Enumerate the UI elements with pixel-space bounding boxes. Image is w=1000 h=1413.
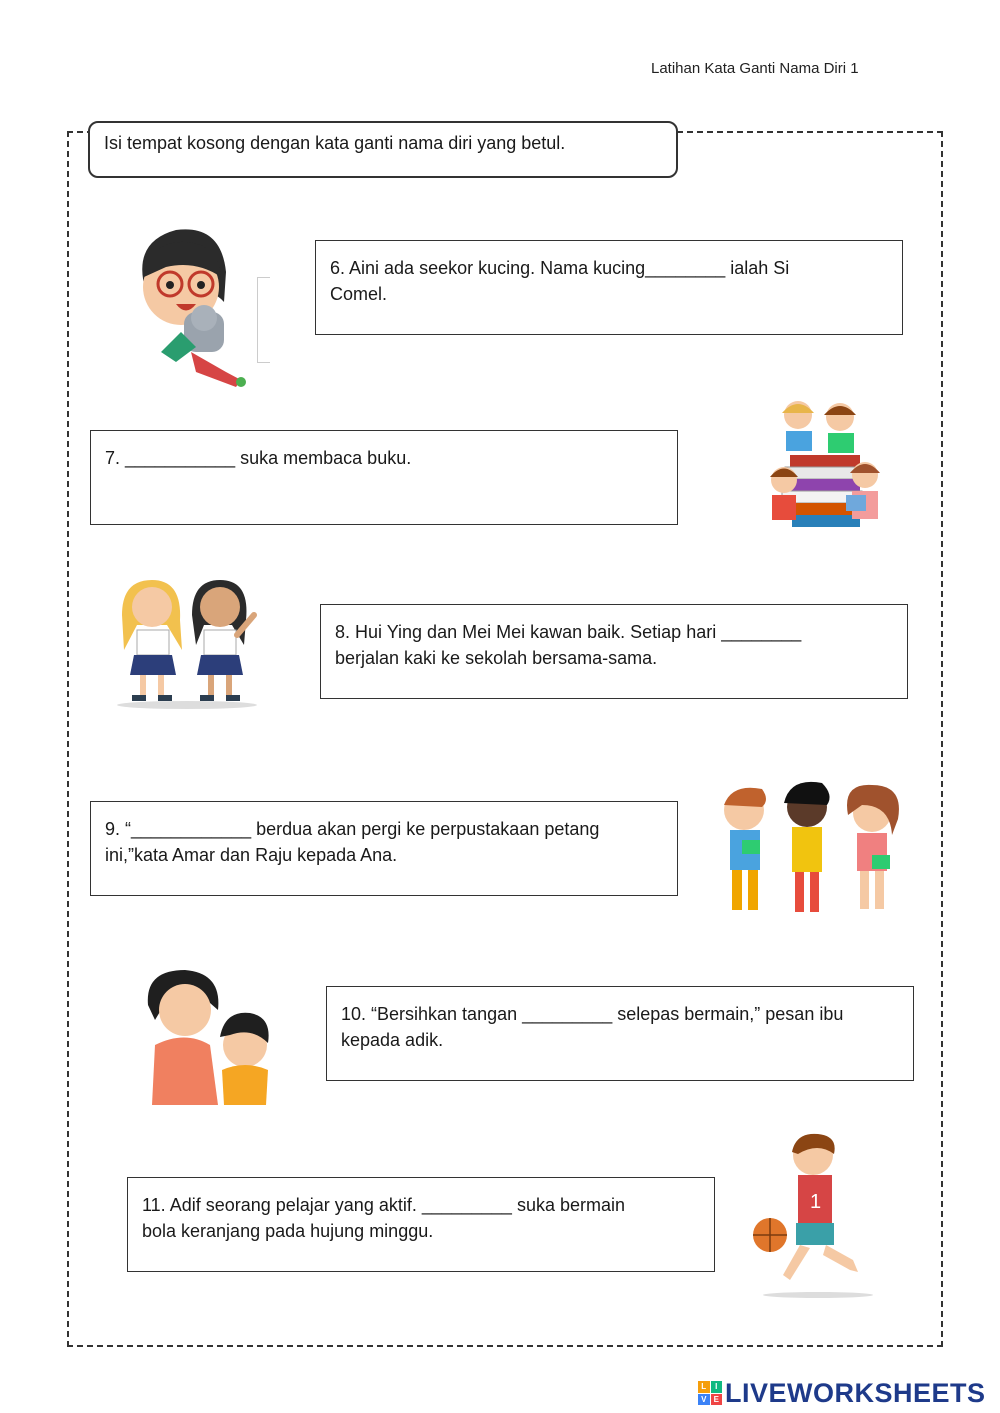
question-8-box[interactable] — [320, 604, 908, 699]
liveworksheets-logo[interactable] — [698, 1378, 986, 1408]
question-6-line-2: Comel. — [330, 284, 388, 304]
three-kids-talking-illustration — [712, 775, 912, 920]
question-10-box[interactable] — [326, 986, 914, 1081]
question-11-line-1: 11. Adif seorang pelajar yang aktif. _________ suka bermain — [142, 1195, 625, 1215]
page-header-title: Latihan Kata Ganti Nama Diri 1 — [651, 60, 859, 77]
badge-letter-i: I — [711, 1381, 723, 1393]
children-reading-books-illustration — [760, 395, 890, 550]
question-9-line-2: ini,”kata Amar dan Raju kepada Ana. — [105, 845, 398, 865]
badge-letter-l: L — [698, 1381, 710, 1393]
question-11-box[interactable] — [127, 1177, 715, 1272]
mother-and-child-illustration — [140, 965, 280, 1110]
girl-with-cat-illustration — [126, 222, 256, 392]
question-8-line-2: berjalan kaki ke sekolah bersama-sama. — [335, 648, 658, 668]
question-6-box[interactable] — [315, 240, 903, 335]
question-7-line-1: 7. ___________ suka membaca buku. — [105, 448, 412, 468]
logo-badge — [698, 1381, 722, 1405]
question-8-line-1: 8. Hui Ying dan Mei Mei kawan baik. Setiap hari ________ — [335, 622, 802, 642]
decorative-bracket — [257, 277, 270, 363]
question-9-line-1: 9. “____________ berdua akan pergi ke perpustakaan petang — [105, 819, 600, 839]
instruction-box: Isi tempat kosong dengan kata ganti nama diri yang betul. — [88, 121, 678, 178]
boy-basketball-illustration — [748, 1130, 878, 1300]
badge-letter-e: E — [711, 1394, 723, 1406]
two-girls-walking-illustration — [112, 575, 262, 710]
question-10-line-2: kepada adik. — [341, 1030, 444, 1050]
question-11-line-2: bola keranjang pada hujung minggu. — [142, 1221, 434, 1241]
question-6-line-1: 6. Aini ada seekor kucing. Nama kucing________ ialah Si — [330, 258, 790, 278]
question-9-box[interactable] — [90, 801, 678, 896]
logo-text: LIVEWORKSHEETS — [725, 1377, 986, 1408]
svg-text:1: 1 — [810, 1191, 822, 1213]
question-7-box[interactable] — [90, 430, 678, 525]
question-10-line-1: 10. “Bersihkan tangan _________ selepas bermain,” pesan ibu — [341, 1004, 844, 1024]
badge-letter-v: V — [698, 1394, 710, 1406]
